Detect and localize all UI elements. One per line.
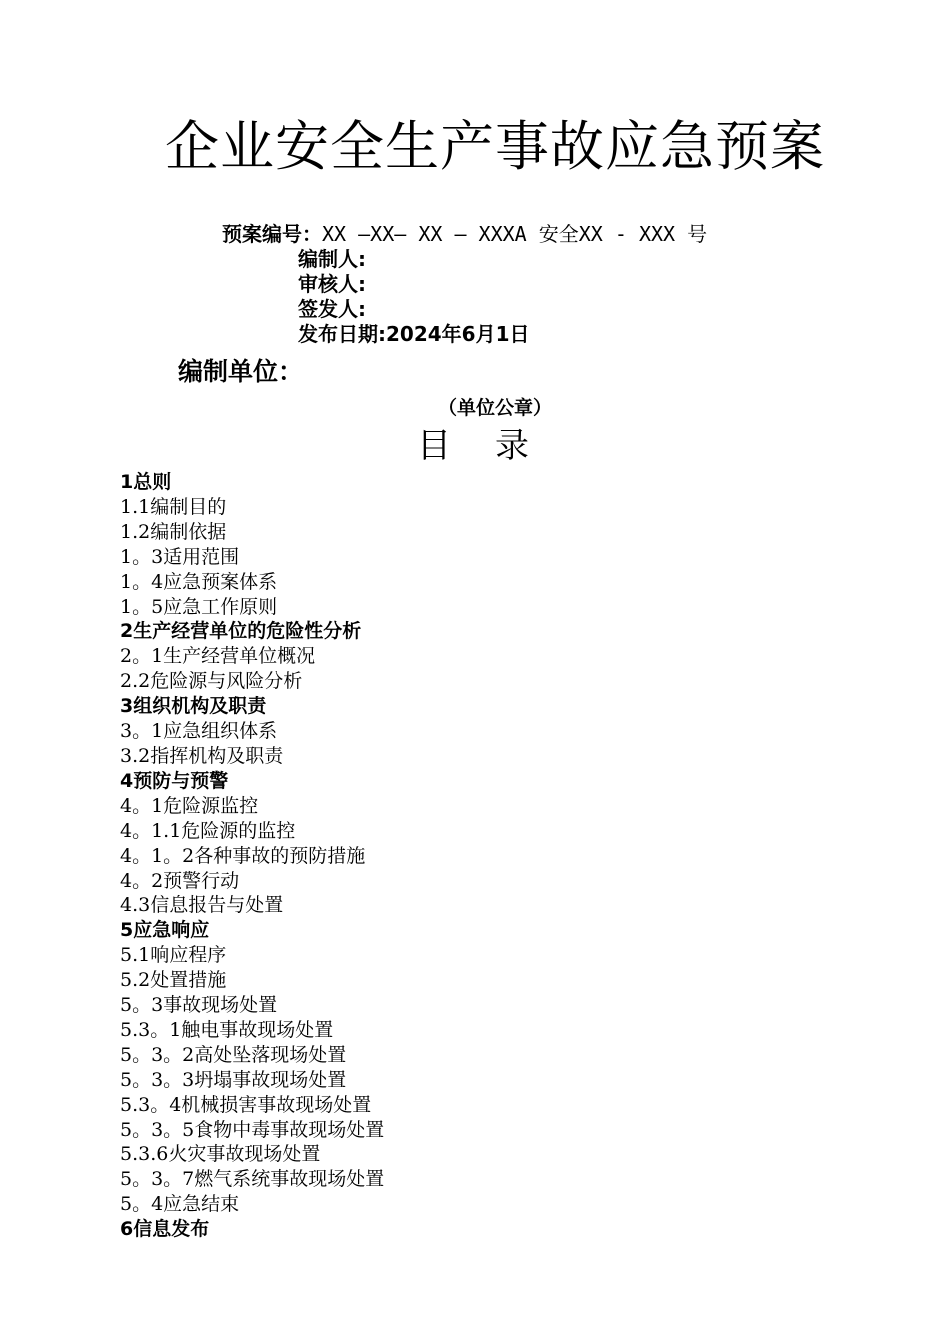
plan-number-value: XX —XX— XX — XXXA 安全XX - XXX 号 — [322, 222, 708, 246]
toc-item[interactable]: 4。1.1危险源的监控 — [120, 819, 296, 842]
toc-item[interactable]: 4。2预警行动 — [120, 869, 240, 892]
table-of-contents — [120, 470, 384, 1242]
compiling-unit-label: 编制单位： — [178, 357, 304, 386]
toc-item[interactable]: 5.1响应程序 — [120, 944, 227, 967]
toc-chapter[interactable]: 3组织机构及职责 — [120, 695, 267, 718]
toc-item[interactable]: 5。3。3坍塌事故现场处置 — [120, 1068, 347, 1091]
compiler-label: 编制人: — [298, 247, 366, 271]
toc-item[interactable]: 2.2危险源与风险分析 — [120, 670, 303, 693]
publish-date-value: 2024年6月1日 — [386, 322, 530, 346]
toc-item[interactable]: 1。3适用范围 — [120, 545, 240, 568]
toc-item[interactable]: 5。4应急结束 — [120, 1193, 240, 1216]
plan-number — [222, 222, 707, 246]
toc-item[interactable]: 5。3。5食物中毒事故现场处置 — [120, 1118, 385, 1141]
issuer-label: 签发人: — [298, 297, 366, 321]
toc-chapter[interactable]: 4预防与预警 — [120, 769, 229, 792]
toc-item[interactable]: 5。3。2高处坠落现场处置 — [120, 1043, 347, 1066]
toc-chapter[interactable]: 1总则 — [120, 471, 172, 493]
toc-item[interactable]: 5.3.6火灾事故现场处置 — [120, 1143, 321, 1166]
toc-item[interactable]: 2。1生产经营单位概况 — [120, 645, 316, 668]
toc-item[interactable]: 4。1。2各种事故的预防措施 — [120, 844, 366, 867]
plan-number-label: 预案编号： — [222, 222, 322, 246]
reviewer-field — [298, 272, 366, 296]
unit-stamp-label: （单位公章） — [437, 397, 552, 419]
document-title: 企业安全生产事故应急预案 — [165, 115, 825, 178]
toc-item[interactable]: 3.2指挥机构及职责 — [120, 744, 284, 767]
toc-item[interactable]: 1。4应急预案体系 — [120, 570, 278, 593]
toc-item[interactable]: 1.1编制目的 — [120, 495, 227, 518]
toc-chapter[interactable]: 6信息发布 — [120, 1218, 210, 1241]
reviewer-label: 审核人: — [298, 272, 366, 296]
publish-date-field — [298, 322, 530, 346]
toc-item[interactable]: 4.3信息报告与处置 — [120, 894, 284, 917]
toc-item[interactable]: 4。1危险源监控 — [120, 794, 259, 817]
toc-item[interactable]: 1.2编制依据 — [120, 520, 227, 543]
toc-chapter[interactable]: 2生产经营单位的危险性分析 — [120, 620, 362, 643]
compiler-field — [298, 247, 366, 271]
toc-item[interactable]: 3。1应急组织体系 — [120, 720, 278, 743]
toc-item[interactable]: 5.3。4机械损害事故现场处置 — [120, 1093, 372, 1116]
toc-item[interactable]: 1。5应急工作原则 — [120, 595, 278, 618]
toc-heading: 目录 — [417, 426, 573, 466]
toc-item[interactable]: 5.3。1触电事故现场处置 — [120, 1018, 334, 1041]
publish-date-label: 发布日期: — [298, 322, 386, 346]
toc-item[interactable]: 5。3事故现场处置 — [120, 994, 278, 1017]
issuer-field — [298, 297, 366, 321]
toc-chapter[interactable]: 5应急响应 — [120, 919, 210, 942]
toc-item[interactable]: 5。3。7燃气系统事故现场处置 — [120, 1168, 385, 1191]
toc-item[interactable]: 5.2处置措施 — [120, 969, 227, 992]
